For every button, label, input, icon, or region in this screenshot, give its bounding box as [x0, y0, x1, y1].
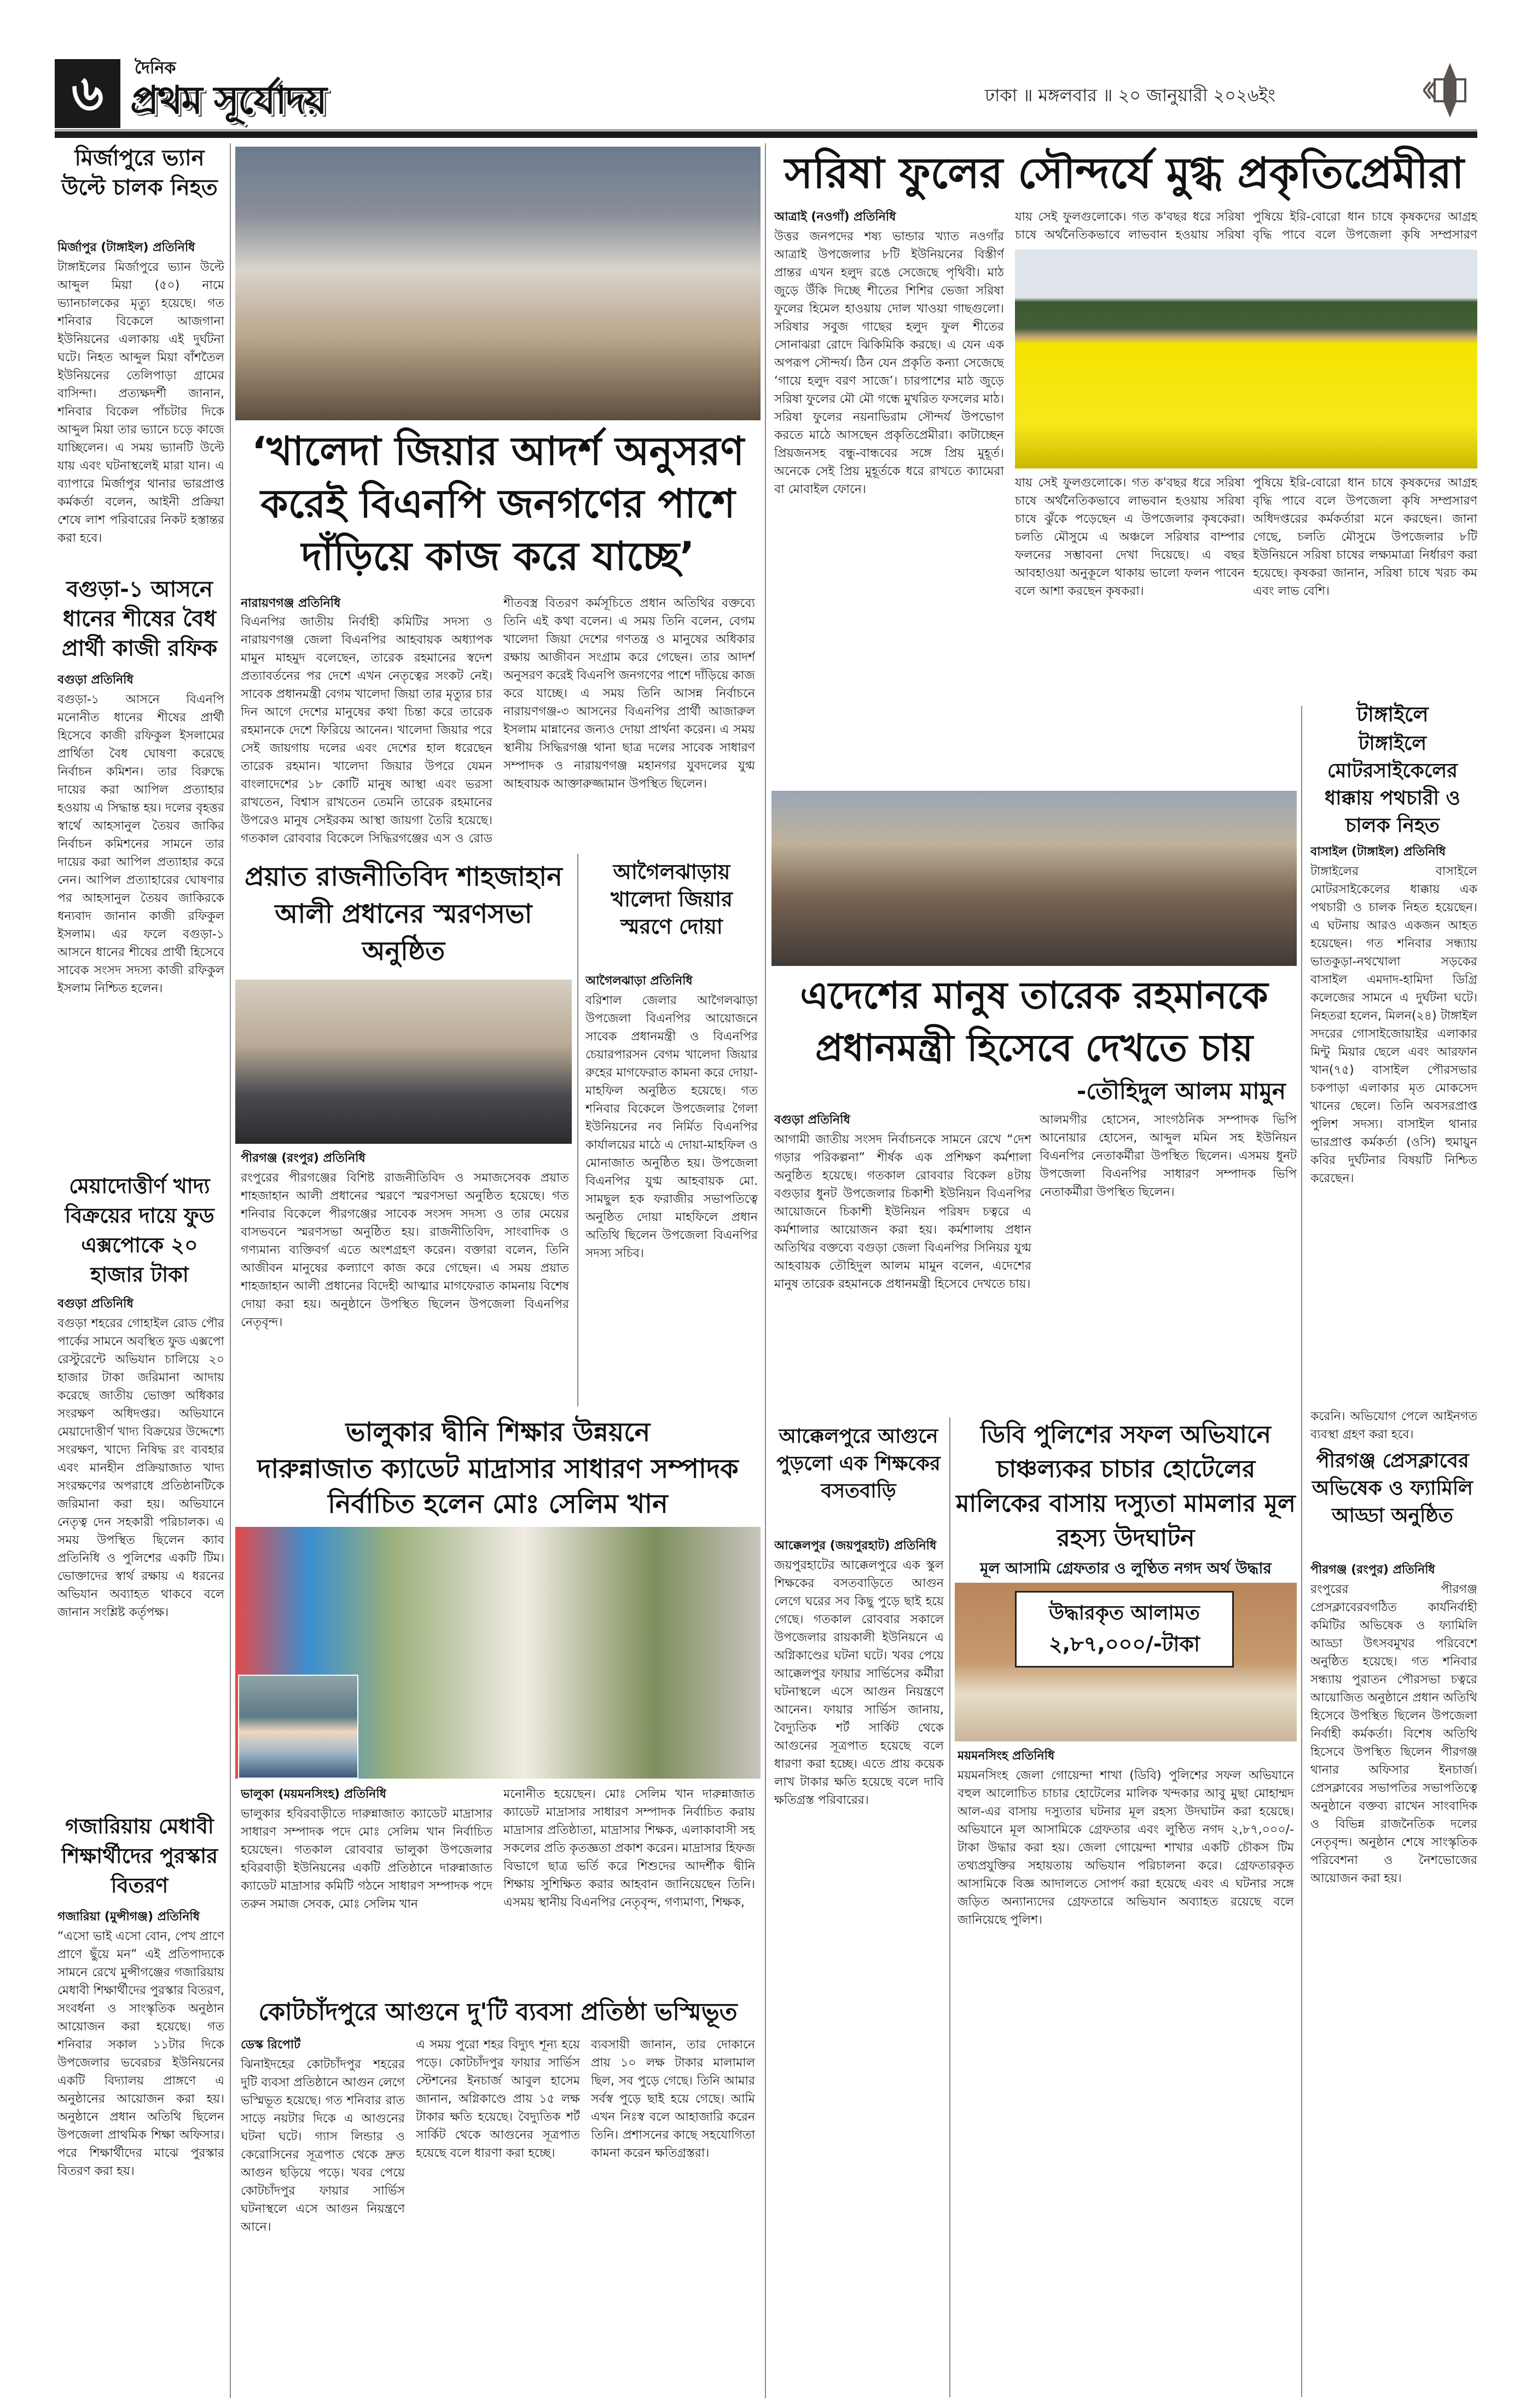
bogura1-body: বগুড়া-১ আসনে বিএনপি মনোনীত ধানের শীষের প্রার্থী হিসেবে কাজী রফিকুল ইসলামের প্রার্থিতা বৈধ ঘোষণা করেছে নির্বাচন কমিশন। তার বিরুদ্ধে দায়ের করা আপিল প্রত্যাহার হওয়ায় এ সিদ্ধান্ত হয়। দলের বৃহত্তর স্বার্থে আহসানুল তৈয়ব জাকির নির্বাচন কমিশনের সামনে তার দায়ের করা আপিল প্রত্যাহার করে নেন। আপিল প্রত্যাহারের ঘোষণার পর আহসানুল তৈয়ব জাকিরকে ধন্যবাদ জানান কাজী রফিকুল ইসলাম। এর ফলে বগুড়া-১ আসনে ধানের শীষের প্রার্থী হিসেবে সাবেক সংসদ সদস্য কাজী রফিকুল ইসলাম নিশ্চিত হলেন।: [57, 693, 224, 995]
akkelpur-headline: আক্কেলপুরে আগুনে পুড়লো এক শিক্ষকের বসতবাড়ি: [776, 1425, 941, 1502]
column-divider: [577, 854, 578, 1406]
kotchandpur-body-col2: এ সময় পুরো শহর বিদ্যুৎ শূন্য হয়ে পড়ে। কোটচাঁদপুর ফায়ার সার্ভিস স্টেশনের ইনচার্জ আবুল হাসেম জানান, অগ্নিকাণ্ডে প্রায় ১৫ লক্ষ টাকার ক্ষতি হয়েছে। বৈদ্যুতিক শর্ট সার্কিট থেকে আগুনের সূত্রপাত হয়েছে বলে ধারণা করা হচ্ছে।: [416, 2038, 580, 2160]
pirganj-press-headline: পীরগঞ্জ প্রেসক্লাবের অভিষেক ও ফ্যামিলি আড্ডা অনুষ্ঠিত: [1312, 1450, 1473, 1527]
memorial-meeting-photo: [235, 980, 572, 1144]
agailjhara-byline: আগৈলঝাড়া প্রতিনিধি: [585, 974, 693, 988]
recovered-cash-photo: [955, 1583, 1297, 1741]
mustard-body-col2: যায় সেই ফুলগুলোকে। গত ক'বছর ধরে সরিষা চাষে অর্থনৈতিকভাবে লাভবান হওয়ায় সরিষা: [1015, 210, 1245, 242]
evidence-sign-title: উদ্ধারকৃত আলামত: [1049, 1602, 1200, 1624]
bogura1-headline: বগুড়া-১ আসনে ধানের শীষের বৈধ প্রার্থী কাজী রফিক: [61, 577, 218, 661]
column-divider: [1301, 706, 1302, 2397]
masthead-rule: [55, 131, 1477, 138]
tarique-pm-headline: এদেশের মানুষ তারেক রহমানকে প্রধানমন্ত্রী হিসেবে দেখতে চায়: [800, 974, 1268, 1070]
evidence-sign-amount: ২,৮৭,০০০/-টাকা: [1048, 1632, 1200, 1656]
tangail-moto-kicker: টাঙ্গাইলে: [1356, 702, 1429, 726]
food-expo-byline: বগুড়া প্রতিনিধি: [57, 1297, 134, 1311]
agailjhara-headline: আগৈলঝাড়ায় খালেদা জিয়ার স্মরণে দোয়া: [611, 860, 733, 939]
tarique-pm-quote-credit: -তৌহিদুল আলম মামুন: [1076, 1078, 1286, 1104]
mirzapur-byline: মির্জাপুর (টাঙ্গাইল) প্রতিনিধি: [57, 241, 195, 254]
mustard-body-col3: পুষিয়ে ইরি-বোরো ধান চাষে কৃষকদের আগ্রহ বৃদ্ধি পাবে বলে উপজেলা কৃষি সম্প্রসারণ: [1253, 210, 1477, 242]
madrasa-body-col1: ভালুকার হবিরবাড়ীতে দারুন্নাজাত ক্যাডেট মাদ্রাসার সাধারণ সম্পাদক পদে মোঃ সেলিম খান নির্বাচিত হয়েছেন। গতকাল রোববার ভালুকা উপজেলার হবিরবাড়ী ইউনিয়নের একটি প্রতিষ্ঠানে দারুন্নাজাত ক্যাডেট মাদ্রাসার কমিটি গঠনে সাধারণ সম্পাদক পদে তরুন সমাজ সেবক, মোঃ সেলিম খান: [241, 1807, 492, 1911]
mustard-headline: সরিষা ফুলের সৌন্দর্যে মুগ্ধ প্রকৃতিপ্রেমীরা: [785, 149, 1464, 198]
khaleda-ideal-byline: নারায়ণগঞ্জ প্রতিনিধি: [241, 597, 341, 610]
kotchandpur-body-col3: ব্যবসায়ী জানান, তার দোকানে প্রায় ১০ লক্ষ টাকার মালামাল ছিল, সব পুড়ে গেছে। তিনি আমার সর্বস্ব পুড়ে ছাই হয়ে গেছে। আমি এখন নিঃস্ব বলে আহাজারি করেন তিনি। প্রশাসনের কাছে সহযোগিতা কামনা করেন ক্ষতিগ্রস্তরা।: [591, 2038, 755, 2160]
gazaria-headline: গজারিয়ায় মেধাবী শিক্ষার্থীদের পুরস্কার বিতরণ: [61, 1814, 218, 1897]
kotchandpur-byline: ডেস্ক রিপোর্ট: [241, 2038, 301, 2052]
madrasa-headline: দারুন্নাজাত ক্যাডেট মাদ্রাসার সাধারণ সম্পাদক নির্বাচিত হলেন মোঃ সেলিম খান: [257, 1454, 739, 1519]
food-expo-headline: মেয়াদোত্তীর্ণ খাদ্য বিক্রয়ের দায়ে ফুড এক্সপোকে ২০ হাজার টাকা: [65, 1174, 214, 1287]
tarique-pm-byline: বগুড়া প্রতিনিধি: [774, 1113, 850, 1127]
column-divider: [765, 143, 766, 2398]
dhaka-robbery-subhead: মূল আসামি গ্রেফতার ও লুণ্ঠিত নগদ অর্থ উদ্ধার: [980, 1559, 1272, 1577]
pirganj-press-body: রংপুরের পীরগঞ্জ প্রেসক্লাবেরবগঠিত কার্যনির্বাহী কমিটির অভিষেক ও ফ্যামিলি আড্ডা উৎসবমুখর পরিবেশে অনুষ্ঠিত হয়েছে। গত শনিবার সন্ধ্যায় পুরাতন পৌরসভা চত্বরে আয়োজিত অনুষ্ঠানে প্রধান অতিথি হিসেবে উপস্থিত ছিলেন উপজেলা নির্বাহী কর্মকর্তা। বিশেষ অতিথি হিসেবে উপস্থিত ছিলেন পীরগঞ্জ থানার অফিসার ইনচার্জ। প্রেসক্লাবের সভাপতির সভাপতিত্বে অনুষ্ঠানে বক্তব্য রাখেন সাংবাদিক ও বিভিন্ন রাজনৈতিক দলের নেতৃবৃন্দ। অনুষ্ঠান শেষে সাংস্কৃতিক পরিবেশনা ও নৈশভোজের আয়োজন করা হয়।: [1310, 1583, 1477, 1885]
tangail-moto-headline: টাঙ্গাইলে মোটরসাইকেলের ধাক্কায় পথচারী ও চালক নিহত: [1324, 732, 1461, 837]
shahjahan-body: রংপুরের পীরগঞ্জের বিশিষ্ট রাজনীতিবিদ ও সমাজসেবক প্রয়াত শাহজাহান আলী প্রধানের স্মরণে স্মরণসভা অনুষ্ঠিত হয়েছে। গত শনিবার বিকেলে পীরগঞ্জের সাবেক সংসদ সদস্য ও তার মেয়ের বাসভবনে স্মরণসভা অনুষ্ঠিত হয়। রাজনীতিবিদ, সাংবাদিক ও গণ্যমান্য ব্যক্তিবর্গ এতে অংশগ্রহণ করেন। বক্তারা বলেন, তিনি আজীবন মানুষের কল্যাণে কাজ করে গেছেন। এ সময় প্রয়াত শাহজাহান আলী প্রধানের বিদেহী আত্মার মাগফেরাত কামনায় বিশেষ দোয়া করা হয়। অনুষ্ঠানে উপস্থিত ছিলেন উপজেলা বিএনপির নেতৃবৃন্দ।: [241, 1171, 569, 1329]
bogura1-byline: বগুড়া প্রতিনিধি: [57, 673, 134, 687]
column-divider: [949, 1417, 950, 2397]
madrasa-body-col2: মনোনীত হয়েছেন। মোঃ সেলিম খান দারুন্নাজাত ক্যাডেট মাদ্রাসার সাধারণ সম্পাদক নির্বাচিত করায় মাদ্রাসার প্রতিষ্ঠাতা, মাদ্রাসার শিক্ষক, এলাকাবাসী সহ সকলের প্রতি কৃতজ্ঞতা প্রকাশ করেন। মাদ্রাসার হিফজ বিভাগে ছাত্র ভর্তি করে শিশুদের আদর্শীক দ্বীনি শিক্ষায় সুশিক্ষিত করার আহবান জানিয়েছেন তিনি। এসময় স্থানীয় বিএনপির নেতৃবৃন্দ, গণ্যমাণ্য, শিক্ষক,: [503, 1787, 755, 1909]
khaleda-ideal-body-col1: বিএনপির জাতীয় নির্বাহী কমিটির সদস্য ও নারায়ণগঞ্জ জেলা বিএনপির আহবায়ক অধ্যাপক মামুন মাহমুদ বলেছেন, তারেক রহমানের স্বদেশ প্রত্যাবর্তনের পর দেশে এখন নেতৃত্বের সংকট নেই। সাবেক প্রধানমন্ত্রী বেগম খালেদা জিয়া তার মৃত্যুর চার দিন আগে দেশের মানুষের কথা চিন্তা করে তারেক রহমানকে দেশে ফিরিয়ে আনেন। খালেদা জিয়ার পরে সেই জায়গায় দলের এবং দেশের হাল ধরেছেন তারেক রহমান। খালেদা জিয়ার উপরে যেমন বাংলাদেশের ১৮ কোটি মানুষ আস্থা এবং ভরসা রাখতেন, বিশ্বাস রাখতেন তেমনি তারেক রহমানের উপরেও মানুষ সেইরকম আস্থা জায়গা তৈরি হয়েছে। গতকাল রোববার বিকেলে সিদ্ধিরগঞ্জের এস ও রোড: [241, 615, 492, 846]
tangail-moto-closing: করেনি। অভিযোগ পেলে আইনগত ব্যবস্থা গ্রহণ করা হবে।: [1310, 1410, 1477, 1442]
kotchandpur-headline: কোটচাঁদপুরে আগুনে দু'টি ব্যবসা প্রতিষ্ঠা ভস্মিভূত: [258, 1998, 738, 2026]
madrasa-byline: ভালুকা (ময়মনসিংহ) প্রতিনিধি: [241, 1787, 387, 1801]
page-number: ৬: [55, 59, 120, 128]
khaleda-ideal-body-col2: শীতবস্ত্র বিতরণ কর্মসূচিতে প্রধান অতিথির বক্তব্যে তিনি এই কথা বলেন। এ সময় তিনি বলেন, বেগম খালেদা জিয়া দেশের গণতন্ত্র ও মানুষের অধিকার রক্ষায় আজীবন সংগ্রাম করে গেছেন। তার আদর্শ অনুসরণ করেই বিএনপি জনগণের পাশে দাঁড়িয়ে কাজ করে যাচ্ছে। এ সময় তিনি আসন্ন নির্বাচনে নারায়ণগঞ্জ-৩ আসনের বিএনপির প্রার্থী আজারুল ইসলাম মান্নানের জন্যও দোয়া প্রার্থনা করেন। এ সময় স্থানীয় সিদ্ধিরগঞ্জ থানা ছাত্র দলের সাবেক সাধারণ সম্পাদক ও নারায়ণগঞ্জ মহানগর যুবদলের যুগ্ম আহবায়ক আক্তারুজ্জামান উপস্থিত ছিলেন।: [503, 597, 755, 791]
tarique-pm-body-col2: আলমগীর হোসেন, সাংগঠনিক সম্পাদক ভিপি আনোয়ার হোসেন, আব্দুল মমিন সহ ইউনিয়ন বিএনপির নেতাকর্মীরা উপস্থিত ছিলেন। এসময় ধুনট উপজেলা বিএনপির সাধারণ সম্পাদক ভিপি নেতাকর্মীরা উপস্থিত ছিলেন।: [1040, 1113, 1297, 1199]
pirganj-press-byline: পীরগঞ্জ (রংপুর) প্রতিনিধি: [1310, 1563, 1435, 1577]
khaleda-ideal-headline: ‘খালেদা জিয়ার আদর্শ অনুসরণ করেই বিএনপি জনগণের পাশে দাঁড়িয়ে কাজ করে যাচ্ছে’: [251, 428, 745, 579]
mustard-body-col1: উত্তর জনপদের শষ্য ভান্ডার খ্যাত নওগাঁর আত্রাই উপজেলার ৮টি ইউনিয়নের বিস্তীর্ণ প্রান্তর এখন হলুদ রঙে সেজেছে পৃথিবী। মাঠ জুড়ে উঁকি দিচ্ছে শীতের শিশির ভেজা সরিষা ফুলের হিমেল হাওয়ায় দোল খাওয়া গাছগুলো। সরিষার সবুজ গাছের হলুদ ফুল শীতের সোনাঝরা রোদে ঝিকিমিকি করছে। এ যেন এক অপরূপ সৌন্দর্য। ঠিন যেন প্রকৃতি কন্যা সেজেছে ‘গায়ে হলুদ বরণ সাজে’। চারপাশের মাঠ জুড়ে সরিষা ফুলের মৌ মৌ গন্ধে মুখরিত ফসলের মাঠ। সরিষা ফুলের নয়নাভিরাম সৌন্দর্য উপভোগ করতে মাঠে আসছেন প্রকৃতিপ্রেমীরা। কাটাচ্ছেন প্রিয়জনসহ বন্ধু-বান্ধবের সঙ্গে প্রিয় মুহূর্ত। অনেকে সেই প্রিয় মুহূর্তকে ধরে রাখতে ক্যামেরা বা মোবাইল ফোনে।: [774, 230, 1004, 496]
akkelpur-body: জয়পুরহাটের আক্কেলপুরে এক স্কুল শিক্ষকের বসতবাড়িতে আগুন লেগে ঘরের সব কিছু পুড়ে ছাই হয়ে গেছে। গতকাল রোববার সকালে উপজেলার রায়কালী ইউনিয়নে এ অগ্নিকাণ্ডের ঘটনা ঘটে। খবর পেয়ে আক্কেলপুর ফায়ার সার্ভিসের কর্মীরা ঘটনাস্থলে এসে আগুন নিয়ন্ত্রণে আনেন। ফায়ার সার্ভিস জানায়, বৈদ্যুতিক শর্ট সার্কিট থেকে আগুনের সূত্রপাত হয়েছে বলে ধারণা করা হচ্ছে। এতে প্রায় কয়েক লাখ টাকার ক্ষতি হয়েছে বলে দাবি ক্ষতিগ্রস্ত পরিবারের।: [774, 1559, 944, 1807]
masthead-rule-thin: [55, 129, 1477, 131]
mirzapur-body: টাঙ্গাইলের মির্জাপুরে ভ্যান উল্টে আব্দুল মিয়া (৫০) নামে ভ্যানচালকের মৃত্যু হয়েছে। গত শনিবার বিকেলে আজগানা ইউনিয়নের এলাকায় এই দুর্ঘটনা ঘটে। নিহত আব্দুল মিয়া বাঁশতৈল ইউনিয়নের তেলিপাড়া গ্রামের বাসিন্দা। প্রত্যক্ষদর্শী জানান, শনিবার বিকেল পাঁচটার দিকে আব্দুল মিয়া তার ভ্যানে চড়ে কাজে যাচ্ছিলেন। এ সময় ভ্যানটি উল্টে যায় এবং ঘটনাস্থলেই মারা যান। এ ব্যাপারে মির্জাপুর থানার ভারপ্রাপ্ত কর্মকর্তা বলেন, আইনী প্রক্রিয়া শেষে লাশ পরিবারের নিকট হস্তান্তর করা হবে।: [57, 261, 224, 545]
dhaka-robbery-headline: ডিবি পুলিশের সফল অভিযানে চাঞ্চল্যকর চাচার হোটেলের মালিকের বাসায় দস্যুতা মামলার মূল রহস্য উদঘাটন: [956, 1421, 1296, 1552]
gazaria-byline: গজারিয়া (মুন্সীগঞ্জ) প্রতিনিধি: [57, 1910, 200, 1924]
mustard-byline: আত্রাই (নওগাঁ) প্রতিনিধি: [774, 210, 896, 224]
dhaka-robbery-body: ময়মনসিংহ জেলা গোয়েন্দা শাখা (ডিবি) পুলিশের সফল অভিযানে বহুল আলোচিত চাচার হোটেলের মালিক খন্দকার আবু মুছা মোহাম্মদ আল-এর বাসায় দস্যুতার ঘটনার মূল রহস্য উদঘাটন করা হয়েছে। অভিযানে মূল আসামিকে গ্রেফতার এবং লুণ্ঠিত নগদ ২,৮৭,০০০/- টাকা উদ্ধার করা হয়। জেলা গোয়েন্দা শাখার একটি চৌকস টিম তথ্যপ্রযুক্তির সহায়তায় অভিযান পরিচালনা করে। গ্রেফতারকৃত আসামিকে বিজ্ঞ আদালতে সোপর্দ করা হয়েছে এবং এ ঘটনার সঙ্গে জড়িত অন্যান্যদের গ্রেফতারে অভিযান অব্যাহত রয়েছে বলে জানিয়েছে পুলিশ।: [958, 1769, 1294, 1927]
mirzapur-headline: মির্জাপুরে ভ্যান উল্টে চালক নিহত: [61, 146, 218, 200]
kotchandpur-body-col1: ঝিনাইদহের কোটচাঁদপুর শহরের দুটি ব্যবসা প্রতিষ্ঠানে আগুন লেগে ভস্মিভূত হয়েছে। গত শনিবার রাত সাড়ে নয়টার দিকে এ আগুনের ঘটনা ঘটে। গ্যাস লিন্ডার ও কেরোসিনের সূত্রপাত থেকে দ্রুত আগুন ছড়িয়ে পড়ে। খবর পেয়ে কোটচাঁদপুর ফায়ার সার্ভিস ঘটনাস্থলে এসে আগুন নিয়ন্ত্রণে আনে।: [241, 2058, 405, 2234]
agailjhara-body: বরিশাল জেলার আগৈলঝাড়া উপজেলা বিএনপির আয়োজনে সাবেক প্রধানমন্ত্রী ও বিএনপির চেয়ারপারসন বেগম খালেদা জিয়ার রুহের মাগফেরাত কামনা করে দোয়া-মাহফিল অনুষ্ঠিত হয়েছে। গত শনিবার বিকেলে উপজেলার গৈলা ইউনিয়নের নব নির্মিত বিএনপির কার্যালয়ের মাঠে এ দোয়া-মাহফিল ও মোনাজাত অনুষ্ঠিত হয়। উপজেলা বিএনপির যুগ্ম আহবায়ক মো. সামছুল হক ফরাজীর সভাপতিত্বে অনুষ্ঠিত দোয়া মাহফিলে প্রধান অতিথি ছিলেন উপজেলা বিএনপির সদস্য সচিব।: [585, 994, 758, 1260]
prayer-gathering-photo: [235, 147, 761, 420]
shahjahan-byline: পীরগঞ্জ (রংপুর) প্রতিনিধি: [241, 1151, 365, 1165]
mustard-field-photo: [1015, 250, 1477, 468]
madrasa-kicker: ভালুকার দ্বীনি শিক্ষার উন্নয়নে: [345, 1417, 651, 1448]
akkelpur-byline: আক্কেলপুর (জয়পুরহাট) প্রতিনিধি: [774, 1539, 937, 1553]
gazaria-body: “এসো ভাই এসো বোন, পেখ প্রাণে প্রাণে ছুঁয়ে মন” এই প্রতিপাদ্যকে সামনে রেখে মুন্সীগঞ্জের গজারিয়ায় মেধাবী শিক্ষার্থীদের পুরস্কার বিতরণ, সংবর্ধনা ও সাংস্কৃতিক অনুষ্ঠান আয়োজন করা হয়েছে। গত শনিবার সকাল ১১টার দিকে উপজেলার ভবেরচর ইউনিয়নের একটি বিদ্যালয় প্রাঙ্গণে এ অনুষ্ঠানের আয়োজন করা হয়। অনুষ্ঠানে প্রধান অতিথি ছিলেন উপজেলা প্রাথমিক শিক্ষা অফিসার। পরে শিক্ষার্থীদের মাঝে পুরস্কার বিতরণ করা হয়।: [57, 1930, 224, 2178]
selim-khan-portrait: [238, 1675, 358, 1779]
paper-prefix: দৈনিক: [135, 59, 176, 78]
tarique-pm-body-col1: আগামী জাতীয় সংসদ নির্বাচনকে সামনে রেখে “দেশ গড়ার পরিকল্পনা” শীর্ষক এক প্রশিক্ষণ কর্মশালা অনুষ্ঠিত হয়েছে। গতকাল রোববার বিকেল ৪টায় বগুড়ার ধুনট উপজেলার চিকাশী ইউনিয়ন বিএনপির আয়োজনে চিকাশী ইউনিয়ন পরিষদ চত্বরে এ কর্মশালার আয়োজন করা হয়। কর্মশালায় প্রধান অতিথির বক্তব্যে বগুড়া জেলা বিএনপির সিনিয়র যুগ্ম আহবায়ক তৌহিদুল আলম মামুন বলেন, এদেশের মানুষ তারেক রহমানকে প্রধানমন্ত্রী হিসেবে দেখতে চায়।: [774, 1133, 1031, 1291]
paper-name-logo: প্রথম সূর্যোদয়: [130, 78, 326, 123]
dateline: ঢাকা ॥ মঙ্গলবার ॥ ২০ জানুয়ারী ২০২৬ইং: [985, 85, 1275, 106]
tangail-moto-body: টাঙ্গাইলের বাসাইলে মোটরসাইকেলের ধাক্কায় এক পথচারী ও চালক নিহত হয়েছেন। এ ঘটনায় আরও একজন আহত হয়েছেন। গত শনিবার সন্ধ্যায় ভাতকুড়া-নথখোলা সড়কের বাসাইল এমদাদ-হামিদা ডিগ্রি কলেজের সামনে এ দুর্ঘটনা ঘটে। নিহতরা হলেন, মিলন(২৪) টাঙ্গাইল সদরের গোসাইজোয়াইর এলাকার মিন্টু মিয়ার ছেলে এবং আরফান খান(৭৫) বাসাইল পৌরসভার চকপাড়া এলাকার মৃত মোকসেদ খানের ছেলে। তিনি অবসরপ্রাপ্ত পুলিশ সদস্য। বাসাইল থানার ভারপ্রাপ্ত কর্মকর্তা (ওসি) হুমায়ুন কবির দুর্ঘটনার বিষয়টি নিশ্চিত করেছেন।: [1310, 865, 1477, 1185]
paper-logo: [130, 57, 415, 128]
shahjahan-headline: প্রয়াত রাজনীতিবিদ শাহজাহান আলী প্রধানের স্মরণসভা অনুষ্ঠিত: [245, 861, 562, 966]
tangail-moto-byline: বাসাইল (টাঙ্গাইল) প্রতিনিধি: [1310, 845, 1446, 859]
dhaka-robbery-byline: ময়মনসিংহ প্রতিনিধি: [958, 1749, 1055, 1763]
mustard-body-col3-cont: পুষিয়ে ইরি-বোরো ধান চাষে কৃষকদের আগ্রহ বৃদ্ধি পাবে বলে উপজেলা কৃষি সম্প্রসারণ অধিদপ্তরের কর্মকর্তারা মনে করছেন। জানা গেছে, চলতি মৌসুমে উপজেলার ৮টি ইউনিয়নে সরিষা চাষের লক্ষ্যমাত্রা নির্ধারণ করা হয়েছে। কৃষকরা জানান, সরিষা চাষে খরচ কম এবং লাভ বেশি।: [1253, 476, 1477, 598]
column-divider: [230, 143, 231, 2398]
food-expo-body: বগুড়া শহরের গোহাইল রোড পৌর পার্কের সামনে অবস্থিত ফুড এক্সপো রেস্টুরেন্টে অভিযান চালিয়ে ২০ হাজার টাকা জরিমানা আদায় করেছে জাতীয় ভোক্তা অধিকার সংরক্ষণ অধিদপ্তর। অভিযানে মেয়াদোত্তীর্ণ খাদ্য বিক্রয়ের উদ্দেশ্যে সংরক্ষণ, খাদ্যে নিষিদ্ধ রং ব্যবহার এবং মানহীন প্রক্রিয়াজাত খাদ্য সংরক্ষণের অপরাধে প্রতিষ্ঠানটিকে জরিমানা করা হয়। অভিযানে নেতৃত্ব দেন সহকারী পরিচালক। এ সময় উপস্থিত ছিলেন ক্যাব প্রতিনিধি ও পুলিশের একটি টিম। ভোক্তাদের স্বার্থ রক্ষায় এ ধরনের অভিযান অব্যাহত থাকবে বলে জানান সংশ্লিষ্ট কর্তৃপক্ষ।: [57, 1317, 224, 1619]
bnp-meeting-photo: [771, 791, 1297, 966]
recovered-evidence-sign: [1015, 1591, 1234, 1668]
star-emblem-icon: [1423, 63, 1477, 118]
mustard-body-col2-cont: যায় সেই ফুলগুলোকে। গত ক'বছর ধরে সরিষা চাষে অর্থনৈতিকভাবে লাভবান হওয়ায় সরিষা চাষে ঝুঁকে পড়েছেন এ উপজেলার কৃষকেরা। চলতি মৌসুমে এ অঞ্চলে সরিষার বাম্পার ফলনের সম্ভাবনা দেখা দিয়েছে। এ বছর আবহাওয়া অনুকূলে থাকায় ভালো ফলন পাবেন বলে আশা করছেন কৃষকরা।: [1015, 476, 1245, 598]
